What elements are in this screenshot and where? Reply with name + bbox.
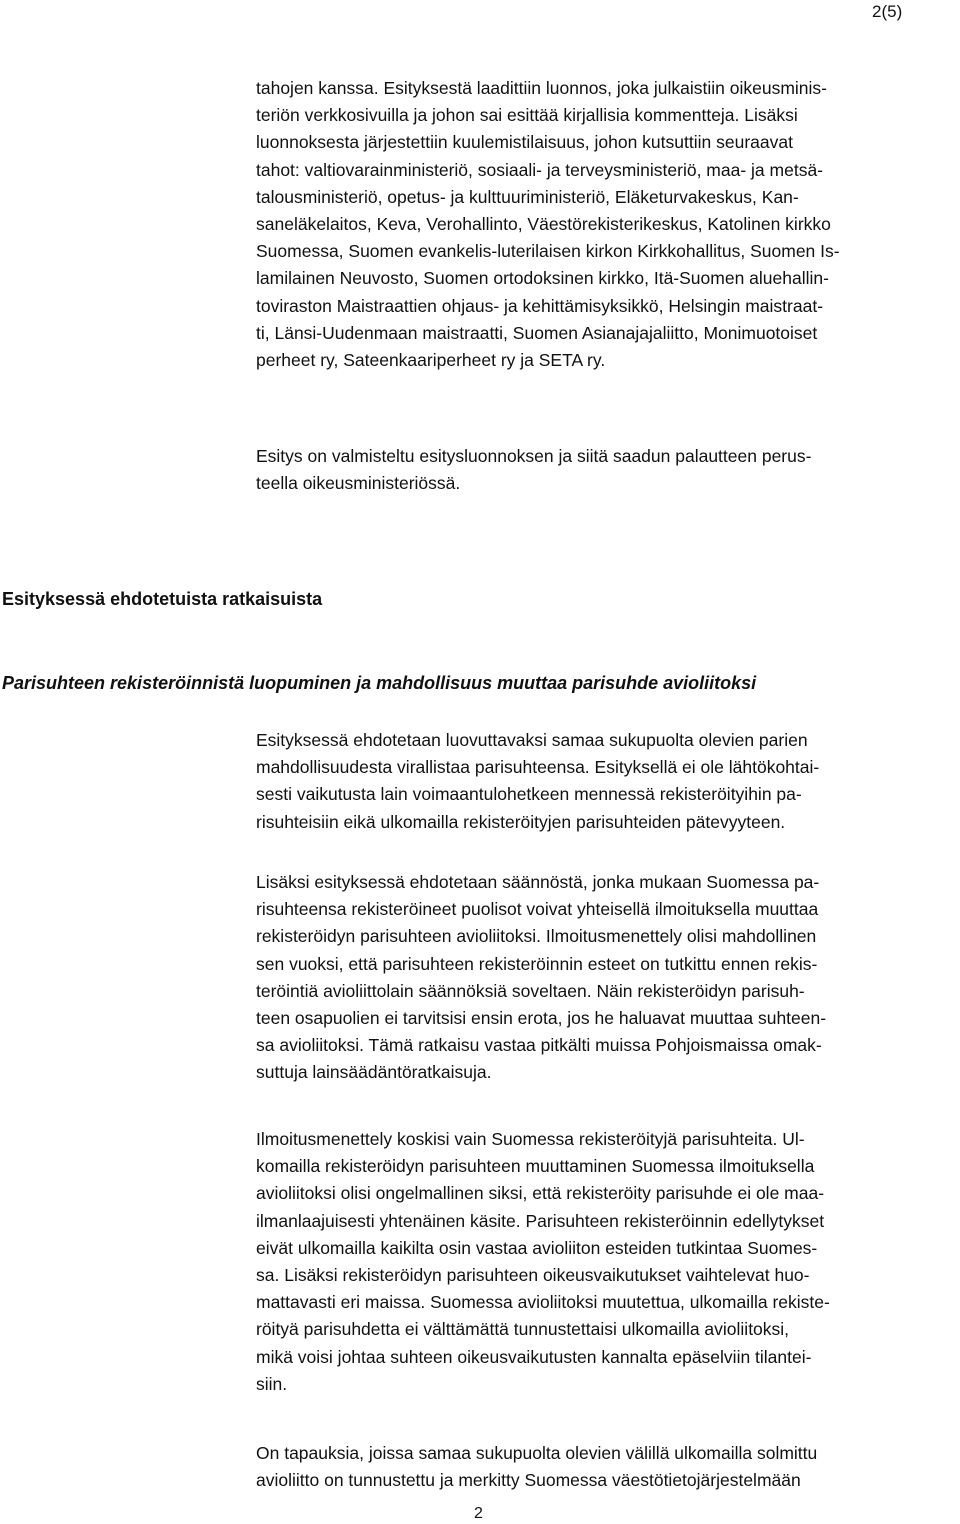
text-line: Esitys on valmisteltu esitysluonnoksen ja siitä saadun palautteen perus- [256, 446, 812, 466]
paragraph-proposal [256, 727, 958, 836]
text-line: Suomessa, Suomen evankelis-luterilaisen kirkon Kirkkohallitus, Suomen Is- [256, 241, 840, 262]
paragraph-consultation [256, 75, 958, 374]
text-line: luonnoksesta järjestettiin kuulemistilaisuus, johon kutsuttiin seuraavat [256, 132, 793, 153]
text-line: mattavasti eri maissa. Suomessa avioliitoksi muutettua, ulkomailla rekiste- [256, 1292, 830, 1313]
text-line: eivät ulkomailla kaikilta osin vastaa avioliiton esteiden tutkintaa Suomes- [256, 1237, 818, 1258]
text-line: mikä voisi johtaa suhteen oikeusvaikutusten kannalta epäselviin tilantei- [256, 1346, 812, 1367]
text-line: teella oikeusministeriössä. [256, 473, 461, 494]
text-line: Esityksessä ehdotetaan luovuttavaksi samaa sukupuolta olevien parien [256, 730, 808, 750]
text-line: talousministeriö, opetus- ja kulttuuriministeriö, Eläketurvakeskus, Kan- [256, 186, 799, 207]
text-line: Lisäksi esityksessä ehdotetaan säännöstä, jonka mukaan Suomessa pa- [256, 872, 820, 892]
text-line: tahot: valtiovarainministeriö, sosiaali- ja terveysministeriö, maa- ja metsä- [256, 159, 824, 180]
text-line: sa. Lisäksi rekisteröidyn parisuhteen oikeusvaikutukset vaihtelevat huo- [256, 1265, 810, 1286]
text-line: tahojen kanssa. Esityksestä laadittiin luonnos, joka julkaistiin oikeusminis- [256, 78, 827, 98]
text-line: On tapauksia, joissa samaa sukupuolta olevien välillä ulkomailla solmittu [256, 1443, 818, 1463]
text-line: avioliitto on tunnustettu ja merkitty Suomessa väestötietojärjestelmään [256, 1470, 801, 1491]
paragraph-conversion [256, 869, 958, 1087]
paragraph-notification [256, 1126, 958, 1398]
text-line: mahdollisuudesta virallistaa parisuhteensa. Esityksellä ei ole lähtökohtai- [256, 757, 820, 778]
text-line: Ilmoitusmenettely koskisi vain Suomessa rekisteröityjä parisuhteita. Ul- [256, 1129, 805, 1149]
section-heading: Esityksessä ehdotetuista ratkaisuista [2, 589, 323, 609]
text-line: teen osapuolien ei tarvitsisi ensin erota, jos he haluavat muuttaa suhteen- [256, 1008, 827, 1029]
text-line: risuhteisiin eikä ulkomailla rekisteröityjen parisuhteiden pätevyyteen. [256, 811, 786, 832]
text-line: perheet ry, Sateenkaariperheet ry ja SETA ry. [256, 350, 606, 371]
text-line: komailla rekisteröidyn parisuhteen muuttaminen Suomessa ilmoituksella [256, 1156, 815, 1177]
text-line: röityä parisuhdetta ei välttämättä tunnustettaisi ulkomailla avioliitoksi, [256, 1319, 790, 1340]
text-line: ti, Länsi-Uudenmaan maistraatti, Suomen Asianajajaliitto, Monimuotoiset [256, 322, 818, 343]
text-line: sesti vaikutusta lain voimaantulohetkeen mennessä rekisteröityihin pa- [256, 784, 802, 805]
text-line: avioliitoksi olisi ongelmallinen siksi, että rekisteröity parisuhde ei ole maa- [256, 1183, 825, 1204]
text-line: siin. [256, 1373, 288, 1394]
text-line: suttuja lainsäädäntöratkaisuja. [256, 1062, 492, 1083]
text-line: ilmanlaajuisesti yhtenäinen käsite. Parisuhteen rekisteröinnin edellytykset [256, 1210, 825, 1231]
page-indicator: 2(5) [872, 2, 903, 21]
text-line: teriön verkkosivuilla ja johon sai esittää kirjallisia kommentteja. Lisäksi [256, 105, 798, 126]
text-line: sen vuoksi, että parisuhteen rekisteröinnin esteet on tutkittu ennen rekis- [256, 953, 818, 974]
text-line: toviraston Maistraattien ohjaus- ja kehittämisyksikkö, Helsingin maistraat- [256, 295, 824, 316]
page-number: 2 [474, 1505, 483, 1522]
text-line: lamilainen Neuvosto, Suomen ortodoksinen kirkko, Itä-Suomen aluehallin- [256, 268, 829, 289]
paragraph-preparation [256, 443, 958, 497]
text-line: risuhteensa rekisteröineet puolisot voivat yhteisellä ilmoituksella muuttaa [256, 899, 819, 920]
paragraph-foreign-marriage [256, 1440, 958, 1494]
text-line: teröintiä avioliittolain säännöksiä soveltaen. Näin rekisteröidyn parisuh- [256, 980, 805, 1001]
sub-heading: Parisuhteen rekisteröinnistä luopuminen ja mahdollisuus muuttaa parisuhde avioliitoksi [2, 673, 757, 693]
text-line: rekisteröidyn parisuhteen avioliitoksi. Ilmoitusmenettely olisi mahdollinen [256, 926, 817, 947]
text-line: sa avioliitoksi. Tämä ratkaisu vastaa pitkälti muissa Pohjoismaissa omak- [256, 1035, 822, 1056]
text-line: saneläkelaitos, Keva, Verohallinto, Väestörekisterikeskus, Katolinen kirkko [256, 214, 831, 235]
